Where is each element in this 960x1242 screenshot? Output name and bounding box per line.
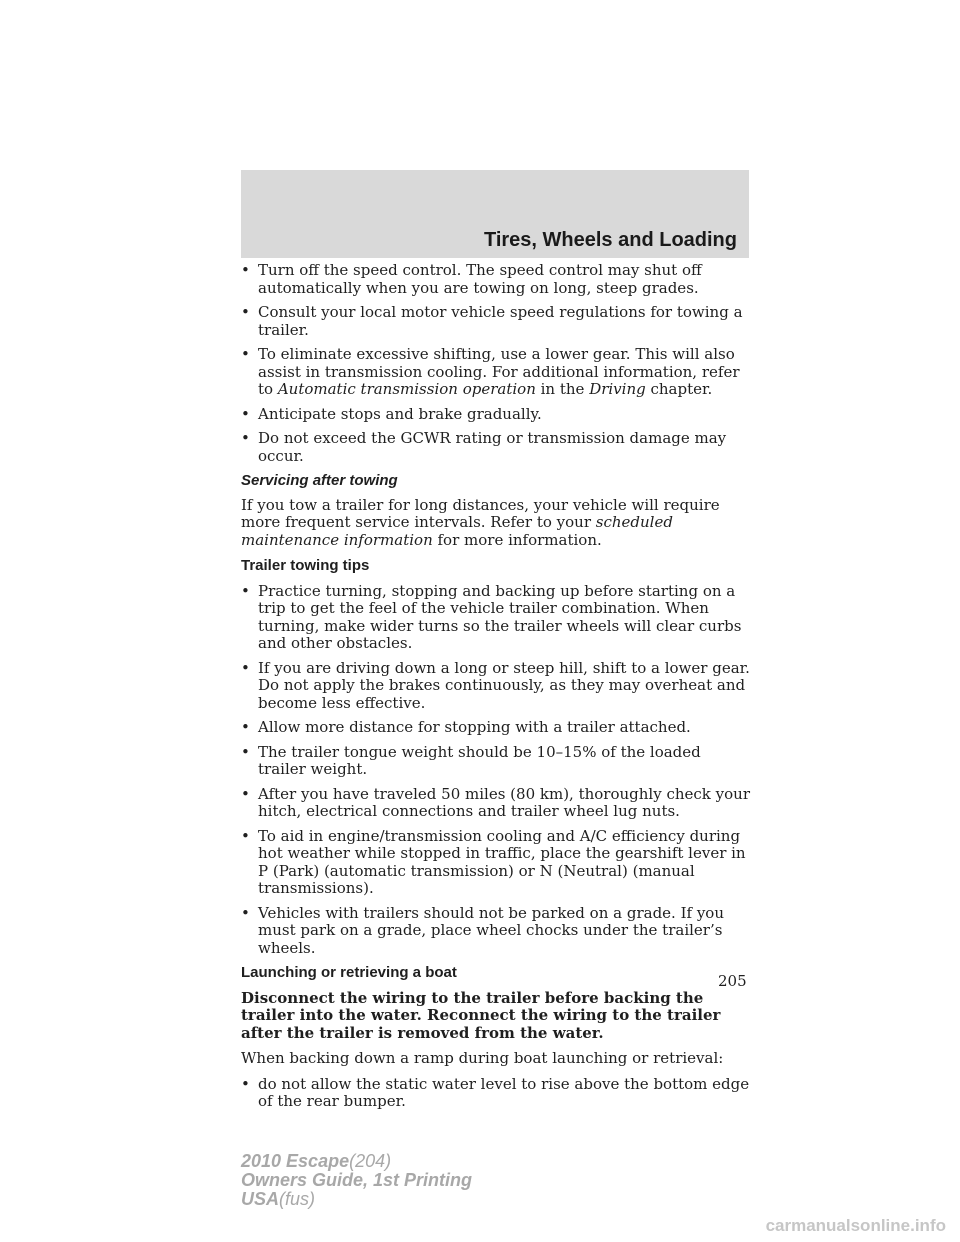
bullet-icon: • xyxy=(241,742,250,761)
bullet-icon: • xyxy=(241,826,250,845)
list-item: • Turn off the speed control. The speed control may shut off automatically when you are towing on long, steep grades. xyxy=(241,261,702,297)
list-item: • Practice turning, stopping and backing up before starting on a trip to get the feel of the vehicle trailer combination. When turning, make wider turns so the trailer wheels will clear curbs and other obstacles. xyxy=(241,581,742,652)
section-header-band xyxy=(241,170,749,258)
page-number: 205 xyxy=(718,972,747,990)
bullet-icon: • xyxy=(241,581,250,600)
list-item: • If you are driving down a long or steep hill, shift to a lower gear. Do not apply the brakes continuously, as they may overheat and become less effective. xyxy=(241,658,750,712)
bullet-icon: • xyxy=(241,903,250,922)
boat-intro: When backing down a ramp during boat launching or retrieval: xyxy=(241,1049,724,1067)
list-item: • Allow more distance for stopping with a trailer attached. xyxy=(241,718,691,736)
list-item: • Vehicles with trailers should not be parked on a grade. If you must park on a grade, place wheel chocks under the trailer’s wheels. xyxy=(241,903,724,957)
list-item: • do not allow the static water level to rise above the bottom edge of the rear bumper. xyxy=(241,1074,750,1110)
list-item: • Do not exceed the GCWR rating or transmission damage may occur. xyxy=(241,429,727,465)
bullet-icon: • xyxy=(241,658,250,677)
boat-warning: Disconnect the wiring to the trailer before backing the trailer into the water. Reconnect the wiring to the trailer after the trailer is removed from the water. xyxy=(241,988,721,1042)
list-item: • Consult your local motor vehicle speed regulations for towing a trailer. xyxy=(241,303,743,339)
bullet-icon: • xyxy=(241,1074,250,1093)
servicing-paragraph: If you tow a trailer for long distances, your vehicle will require more frequent service intervals. Refer to your scheduled maintenance information for more information. xyxy=(241,495,720,549)
watermark[interactable]: carmanualsonline.info xyxy=(765,1216,946,1235)
list-item: • After you have traveled 50 miles (80 km), thoroughly check your hitch, electrical connections and trailer wheel lug nuts. xyxy=(241,784,750,820)
servicing-heading: Servicing after towing xyxy=(241,472,398,489)
footer-imprint: 2010 Escape(204) Owners Guide, 1st Printing USA(fus) xyxy=(241,1151,473,1209)
cross-reference: Automatic transmission operation xyxy=(277,380,536,398)
bullet-icon: • xyxy=(241,404,250,423)
bullet-icon: • xyxy=(241,784,250,803)
list-item: • The trailer tongue weight should be 10–15% of the loaded trailer weight. xyxy=(241,742,701,778)
cross-reference: scheduled maintenance information xyxy=(241,513,673,549)
list-item: • To aid in engine/transmission cooling and A/C efficiency during hot weather while stopped in traffic, place the gearshift lever in P (Park) (automatic transmission) or N (Neutral) (manual transmissions). xyxy=(241,826,746,897)
bullet-icon: • xyxy=(241,261,250,279)
page-content xyxy=(241,262,753,1118)
bullet-icon: • xyxy=(241,429,250,447)
tips-heading: Trailer towing tips xyxy=(241,557,370,574)
cross-reference: Driving xyxy=(589,380,646,398)
bullet-icon: • xyxy=(241,345,250,363)
list-item: • Anticipate stops and brake gradually. xyxy=(241,404,542,423)
list-item: • To eliminate excessive shifting, use a lower gear. This will also assist in transmission cooling. For additional information, refer to Automatic transmission operation in the Driving chapter. xyxy=(241,345,740,398)
bullet-icon: • xyxy=(241,718,250,736)
boat-heading: Launching or retrieving a boat xyxy=(241,964,457,981)
bullet-icon: • xyxy=(241,303,250,321)
section-title: Tires, Wheels and Loading xyxy=(483,229,737,251)
